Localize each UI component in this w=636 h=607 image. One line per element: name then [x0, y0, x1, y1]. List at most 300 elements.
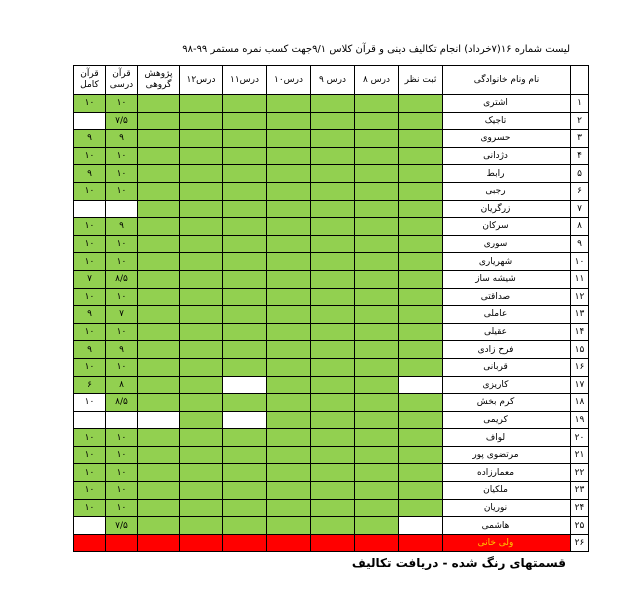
lesson-12-cell — [180, 112, 223, 130]
lesson-8-cell — [355, 147, 399, 165]
quran-lesson-cell: ۹ — [106, 341, 138, 359]
lesson-9-cell — [311, 517, 355, 535]
lesson-12-cell — [180, 376, 223, 394]
row-number: ۹ — [571, 235, 589, 253]
quran-full-cell: ۹ — [74, 130, 106, 148]
lesson-9-cell — [311, 323, 355, 341]
lesson-10-cell — [267, 235, 311, 253]
lesson-10-cell — [267, 147, 311, 165]
table-row — [74, 218, 589, 236]
lesson-10-cell — [267, 464, 311, 482]
row-number: ۲۶ — [571, 534, 589, 552]
student-name: لواف — [443, 429, 571, 447]
row-number: ۲ — [571, 112, 589, 130]
student-name: دژدانی — [443, 147, 571, 165]
student-name: حسروی — [443, 130, 571, 148]
quran-full-cell: ۹ — [74, 341, 106, 359]
student-name: مرتضوی پور — [443, 446, 571, 464]
table-row — [74, 376, 589, 394]
lesson-12-cell — [180, 517, 223, 535]
quran-lesson-cell — [106, 534, 138, 552]
row-number: ۸ — [571, 218, 589, 236]
register-opinion-cell — [399, 165, 443, 183]
lesson-11-cell — [223, 464, 267, 482]
group-research-cell — [138, 182, 180, 200]
quran-lesson-cell: ۱۰ — [106, 429, 138, 447]
lesson-8-cell — [355, 499, 399, 517]
lesson-11-cell — [223, 446, 267, 464]
lesson-9-cell — [311, 182, 355, 200]
lesson-12-cell — [180, 446, 223, 464]
quran-full-cell: ۱۰ — [74, 499, 106, 517]
lesson-8-cell — [355, 323, 399, 341]
lesson-8-cell — [355, 165, 399, 183]
student-name: نوریان — [443, 499, 571, 517]
table-row — [74, 306, 589, 324]
lesson-9-cell — [311, 429, 355, 447]
lesson-10-cell — [267, 517, 311, 535]
student-name: سرکان — [443, 218, 571, 236]
row-number: ۱ — [571, 95, 589, 113]
group-research-cell — [138, 376, 180, 394]
lesson-9-cell — [311, 499, 355, 517]
lesson-8-cell — [355, 446, 399, 464]
lesson-8-cell — [355, 358, 399, 376]
quran-full-cell: ۱۰ — [74, 429, 106, 447]
lesson-9-cell — [311, 147, 355, 165]
student-name: رابط — [443, 165, 571, 183]
lesson-11-cell — [223, 95, 267, 113]
quran-lesson-cell: ۱۰ — [106, 288, 138, 306]
lesson-8-cell — [355, 270, 399, 288]
table-row — [74, 182, 589, 200]
quran-full-cell — [74, 517, 106, 535]
lesson-11-cell — [223, 517, 267, 535]
lesson-12-cell — [180, 270, 223, 288]
register-opinion-cell — [399, 112, 443, 130]
group-research-cell — [138, 165, 180, 183]
group-research-cell — [138, 288, 180, 306]
quran-lesson-cell: ۱۰ — [106, 147, 138, 165]
student-name: اشتری — [443, 95, 571, 113]
lesson-11-cell — [223, 376, 267, 394]
quran-lesson-cell: ۸ — [106, 376, 138, 394]
lesson-10-cell — [267, 253, 311, 271]
lesson-9-cell — [311, 464, 355, 482]
student-name: سوری — [443, 235, 571, 253]
register-opinion-cell — [399, 517, 443, 535]
assignment-table — [73, 65, 589, 552]
header-lesson-12: درس۱۲ — [180, 66, 223, 95]
register-opinion-cell — [399, 253, 443, 271]
row-number: ۲۴ — [571, 499, 589, 517]
student-name: قربانی — [443, 358, 571, 376]
lesson-12-cell — [180, 394, 223, 412]
row-number: ۱۳ — [571, 306, 589, 324]
quran-full-cell: ۱۰ — [74, 253, 106, 271]
row-number: ۱۸ — [571, 394, 589, 412]
lesson-11-cell — [223, 200, 267, 218]
lesson-11-cell — [223, 323, 267, 341]
lesson-10-cell — [267, 112, 311, 130]
lesson-8-cell — [355, 288, 399, 306]
quran-full-cell — [74, 200, 106, 218]
quran-lesson-cell: ۸/۵ — [106, 394, 138, 412]
lesson-8-cell — [355, 534, 399, 552]
register-opinion-cell — [399, 323, 443, 341]
lesson-9-cell — [311, 376, 355, 394]
group-research-cell — [138, 147, 180, 165]
lesson-8-cell — [355, 200, 399, 218]
quran-full-cell: ۹ — [74, 306, 106, 324]
student-name: عاملی — [443, 306, 571, 324]
lesson-12-cell — [180, 429, 223, 447]
table-row — [74, 130, 589, 148]
lesson-12-cell — [180, 288, 223, 306]
quran-lesson-cell: ۱۰ — [106, 165, 138, 183]
lesson-11-cell — [223, 411, 267, 429]
quran-lesson-cell: ۱۰ — [106, 446, 138, 464]
group-research-cell — [138, 95, 180, 113]
lesson-8-cell — [355, 376, 399, 394]
page-title: لیست شماره ۱۶(۷خرداد) انجام تکالیف دینی و قرآن کلاس ۹/۱جهت کسب نمره مستمر ۹۹-۹۸ — [182, 44, 570, 55]
register-opinion-cell — [399, 446, 443, 464]
student-name: هاشمی — [443, 517, 571, 535]
register-opinion-cell — [399, 358, 443, 376]
register-opinion-cell — [399, 394, 443, 412]
group-research-cell — [138, 446, 180, 464]
quran-full-cell: ۱۰ — [74, 446, 106, 464]
lesson-10-cell — [267, 429, 311, 447]
header-name: نام ونام خانوادگی — [443, 66, 571, 95]
quran-lesson-cell: ۱۰ — [106, 95, 138, 113]
lesson-8-cell — [355, 411, 399, 429]
register-opinion-cell — [399, 341, 443, 359]
quran-lesson-cell: ۷/۵ — [106, 517, 138, 535]
student-name: ملکیان — [443, 482, 571, 500]
row-number: ۱۰ — [571, 253, 589, 271]
lesson-11-cell — [223, 341, 267, 359]
lesson-9-cell — [311, 306, 355, 324]
student-name: ولی خانی — [443, 534, 571, 552]
register-opinion-cell — [399, 200, 443, 218]
lesson-12-cell — [180, 95, 223, 113]
lesson-9-cell — [311, 534, 355, 552]
lesson-9-cell — [311, 394, 355, 412]
row-number: ۷ — [571, 200, 589, 218]
lesson-10-cell — [267, 358, 311, 376]
group-research-cell — [138, 499, 180, 517]
row-number: ۵ — [571, 165, 589, 183]
quran-full-cell: ۱۰ — [74, 235, 106, 253]
register-opinion-cell — [399, 182, 443, 200]
group-research-cell — [138, 218, 180, 236]
lesson-11-cell — [223, 130, 267, 148]
table-row — [74, 464, 589, 482]
register-opinion-cell — [399, 376, 443, 394]
lesson-10-cell — [267, 499, 311, 517]
quran-lesson-cell: ۱۰ — [106, 253, 138, 271]
group-research-cell — [138, 464, 180, 482]
row-number: ۱۷ — [571, 376, 589, 394]
lesson-12-cell — [180, 464, 223, 482]
quran-full-cell: ۱۰ — [74, 394, 106, 412]
group-research-cell — [138, 130, 180, 148]
quran-lesson-cell: ۱۰ — [106, 464, 138, 482]
lesson-12-cell — [180, 341, 223, 359]
lesson-12-cell — [180, 482, 223, 500]
quran-full-cell: ۷ — [74, 270, 106, 288]
register-opinion-cell — [399, 411, 443, 429]
group-research-cell — [138, 270, 180, 288]
row-number: ۱۵ — [571, 341, 589, 359]
quran-lesson-cell: ۱۰ — [106, 235, 138, 253]
lesson-8-cell — [355, 112, 399, 130]
lesson-9-cell — [311, 112, 355, 130]
lesson-12-cell — [180, 534, 223, 552]
lesson-11-cell — [223, 482, 267, 500]
lesson-8-cell — [355, 306, 399, 324]
register-opinion-cell — [399, 270, 443, 288]
quran-lesson-cell: ۷/۵ — [106, 112, 138, 130]
lesson-10-cell — [267, 288, 311, 306]
lesson-10-cell — [267, 306, 311, 324]
header-lesson-11: درس۱۱ — [223, 66, 267, 95]
student-name: شهریاری — [443, 253, 571, 271]
header-quran-full: قرآن کامل — [74, 66, 106, 95]
quran-lesson-cell: ۱۰ — [106, 482, 138, 500]
lesson-8-cell — [355, 517, 399, 535]
table-row — [74, 253, 589, 271]
quran-full-cell: ۱۰ — [74, 482, 106, 500]
lesson-11-cell — [223, 534, 267, 552]
lesson-11-cell — [223, 218, 267, 236]
lesson-11-cell — [223, 147, 267, 165]
lesson-12-cell — [180, 306, 223, 324]
student-name: صداقتی — [443, 288, 571, 306]
lesson-10-cell — [267, 182, 311, 200]
quran-full-cell: ۱۰ — [74, 323, 106, 341]
table-row — [74, 446, 589, 464]
lesson-10-cell — [267, 165, 311, 183]
quran-full-cell: ۱۰ — [74, 182, 106, 200]
group-research-cell — [138, 534, 180, 552]
header-num — [571, 66, 589, 95]
group-research-cell — [138, 517, 180, 535]
student-name: معمارزاده — [443, 464, 571, 482]
table-row — [74, 429, 589, 447]
table-row — [74, 411, 589, 429]
quran-lesson-cell: ۱۰ — [106, 499, 138, 517]
table-row — [74, 165, 589, 183]
table-row — [74, 95, 589, 113]
group-research-cell — [138, 411, 180, 429]
lesson-11-cell — [223, 270, 267, 288]
header-group-research: پژوهش گروهی — [138, 66, 180, 95]
lesson-8-cell — [355, 182, 399, 200]
header-lesson-9: درس ۹ — [311, 66, 355, 95]
table-row — [74, 288, 589, 306]
student-name: رجبی — [443, 182, 571, 200]
lesson-8-cell — [355, 341, 399, 359]
lesson-10-cell — [267, 534, 311, 552]
lesson-12-cell — [180, 253, 223, 271]
lesson-11-cell — [223, 306, 267, 324]
lesson-9-cell — [311, 446, 355, 464]
header-lesson-10: درس۱۰ — [267, 66, 311, 95]
lesson-12-cell — [180, 182, 223, 200]
quran-full-cell: ۹ — [74, 165, 106, 183]
quran-full-cell: ۶ — [74, 376, 106, 394]
lesson-10-cell — [267, 95, 311, 113]
group-research-cell — [138, 200, 180, 218]
row-number: ۲۰ — [571, 429, 589, 447]
lesson-12-cell — [180, 411, 223, 429]
lesson-8-cell — [355, 218, 399, 236]
lesson-8-cell — [355, 253, 399, 271]
row-number: ۱۹ — [571, 411, 589, 429]
lesson-10-cell — [267, 411, 311, 429]
table-row — [74, 270, 589, 288]
lesson-12-cell — [180, 147, 223, 165]
header-quran-lesson: قرآن درسی — [106, 66, 138, 95]
legend-note: قسمتهای رنگ شده - دریافت تکالیف — [351, 556, 566, 570]
row-number: ۱۱ — [571, 270, 589, 288]
lesson-11-cell — [223, 112, 267, 130]
quran-lesson-cell — [106, 200, 138, 218]
quran-lesson-cell: ۹ — [106, 130, 138, 148]
lesson-11-cell — [223, 429, 267, 447]
lesson-11-cell — [223, 235, 267, 253]
register-opinion-cell — [399, 429, 443, 447]
lesson-9-cell — [311, 200, 355, 218]
table-row — [74, 200, 589, 218]
lesson-11-cell — [223, 165, 267, 183]
quran-full-cell — [74, 534, 106, 552]
lesson-12-cell — [180, 218, 223, 236]
quran-lesson-cell: ۷ — [106, 306, 138, 324]
register-opinion-cell — [399, 464, 443, 482]
table-row — [74, 341, 589, 359]
student-name: فرح زادی — [443, 341, 571, 359]
row-number: ۱۶ — [571, 358, 589, 376]
lesson-11-cell — [223, 499, 267, 517]
lesson-10-cell — [267, 446, 311, 464]
lesson-12-cell — [180, 499, 223, 517]
group-research-cell — [138, 394, 180, 412]
lesson-12-cell — [180, 235, 223, 253]
register-opinion-cell — [399, 130, 443, 148]
quran-full-cell: ۱۰ — [74, 147, 106, 165]
quran-lesson-cell: ۱۰ — [106, 358, 138, 376]
lesson-10-cell — [267, 270, 311, 288]
group-research-cell — [138, 112, 180, 130]
lesson-11-cell — [223, 182, 267, 200]
student-name: کریمی — [443, 411, 571, 429]
lesson-8-cell — [355, 95, 399, 113]
lesson-9-cell — [311, 358, 355, 376]
register-opinion-cell — [399, 482, 443, 500]
lesson-10-cell — [267, 482, 311, 500]
group-research-cell — [138, 323, 180, 341]
lesson-9-cell — [311, 288, 355, 306]
student-name: زرگریان — [443, 200, 571, 218]
header-row — [74, 66, 589, 95]
lesson-8-cell — [355, 429, 399, 447]
lesson-10-cell — [267, 394, 311, 412]
row-number: ۱۲ — [571, 288, 589, 306]
table-row — [74, 499, 589, 517]
row-number: ۲۱ — [571, 446, 589, 464]
group-research-cell — [138, 235, 180, 253]
group-research-cell — [138, 306, 180, 324]
quran-full-cell: ۱۰ — [74, 95, 106, 113]
lesson-9-cell — [311, 130, 355, 148]
lesson-10-cell — [267, 376, 311, 394]
header-register-opinion: ثبت نظر — [399, 66, 443, 95]
group-research-cell — [138, 482, 180, 500]
table-row — [74, 147, 589, 165]
lesson-8-cell — [355, 130, 399, 148]
row-number: ۱۴ — [571, 323, 589, 341]
register-opinion-cell — [399, 218, 443, 236]
lesson-10-cell — [267, 323, 311, 341]
row-number: ۲۳ — [571, 482, 589, 500]
student-name: کرم بخش — [443, 394, 571, 412]
group-research-cell — [138, 341, 180, 359]
row-number: ۳ — [571, 130, 589, 148]
lesson-9-cell — [311, 482, 355, 500]
table-row — [74, 235, 589, 253]
lesson-9-cell — [311, 341, 355, 359]
register-opinion-cell — [399, 534, 443, 552]
table-row — [74, 358, 589, 376]
quran-lesson-cell: ۱۰ — [106, 323, 138, 341]
lesson-12-cell — [180, 200, 223, 218]
lesson-9-cell — [311, 270, 355, 288]
table-row — [74, 394, 589, 412]
table-row — [74, 534, 589, 552]
quran-lesson-cell: ۸/۵ — [106, 270, 138, 288]
lesson-12-cell — [180, 165, 223, 183]
lesson-10-cell — [267, 218, 311, 236]
lesson-10-cell — [267, 341, 311, 359]
quran-full-cell: ۱۰ — [74, 288, 106, 306]
lesson-10-cell — [267, 130, 311, 148]
lesson-9-cell — [311, 95, 355, 113]
table-row — [74, 112, 589, 130]
lesson-8-cell — [355, 394, 399, 412]
lesson-12-cell — [180, 358, 223, 376]
table-row — [74, 482, 589, 500]
quran-full-cell: ۱۰ — [74, 218, 106, 236]
student-name: کاریزی — [443, 376, 571, 394]
row-number: ۲۵ — [571, 517, 589, 535]
register-opinion-cell — [399, 306, 443, 324]
quran-full-cell — [74, 112, 106, 130]
group-research-cell — [138, 253, 180, 271]
lesson-11-cell — [223, 358, 267, 376]
quran-lesson-cell: ۹ — [106, 218, 138, 236]
student-name: عقیلی — [443, 323, 571, 341]
register-opinion-cell — [399, 147, 443, 165]
student-name: تاجیک — [443, 112, 571, 130]
lesson-9-cell — [311, 411, 355, 429]
lesson-11-cell — [223, 394, 267, 412]
lesson-11-cell — [223, 288, 267, 306]
row-number: ۶ — [571, 182, 589, 200]
lesson-8-cell — [355, 482, 399, 500]
